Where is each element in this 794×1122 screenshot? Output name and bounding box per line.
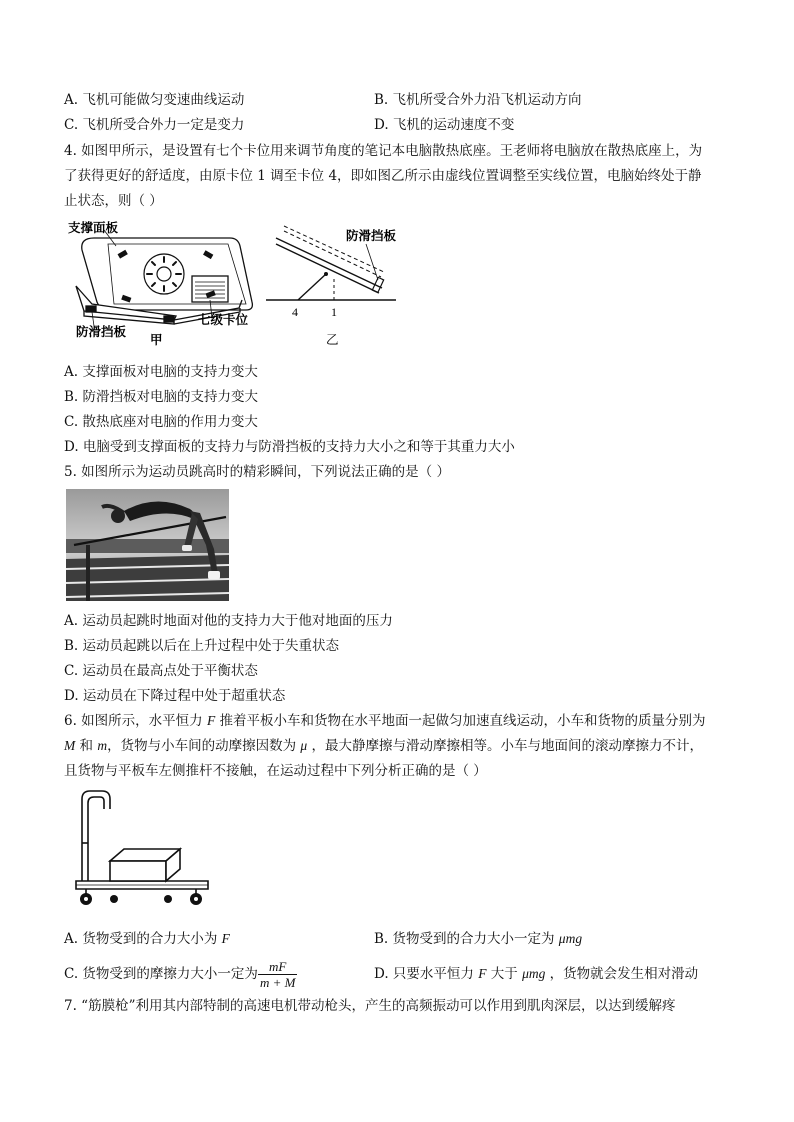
q6-stem-line1: 6. 如图所示，水平恒力 F 推着平板小车和货物在水平地面一起做匀加速直线运动，小车和货物的质量分别为: [64, 713, 706, 729]
q6-option-d: D. 只要水平恒力 F 大于 μmg ，货物就会发生相对滑动: [374, 966, 699, 982]
q3-option-c: C. 飞机所受合外力一定是变力: [64, 117, 245, 133]
q5-option-d: D. 运动员在下降过程中处于超重状态: [64, 688, 286, 704]
high-jump-photo: [66, 489, 229, 601]
figure-caption-jia: 甲: [150, 332, 163, 347]
q3-option-a: A. 飞机可能做匀变速曲线运动: [64, 92, 245, 108]
q4-option-d: D. 电脑受到支撑面板的支持力与防滑挡板的支持力大小之和等于其重力大小: [64, 439, 515, 455]
q4-option-c: C. 散热底座对电脑的作用力变大: [64, 414, 258, 430]
q5-option-b: B. 运动员起跳以后在上升过程中处于失重状态: [64, 638, 340, 654]
q4-stem-line2: 了获得更好的舒适度，由原卡位 1 调至卡位 4，即如图乙所示由虚线位置调整至实线位置，电脑始终处于静: [64, 168, 702, 184]
label-support-panel: 支撑面板: [68, 220, 119, 235]
q3-option-d: D. 飞机的运动速度不变: [374, 117, 515, 133]
q6-stem-line3: 且货物与平板车左侧推杆不接触，在运动过程中下列分析正确的是（ ）: [64, 763, 487, 779]
q6-var-f: F: [206, 713, 216, 728]
q6-option-c: C. 货物受到的摩擦力大小一定为 $\frac{mF}{m + M}$: [64, 959, 296, 990]
cart-figure: [68, 785, 216, 913]
q6-var-mu: μ: [300, 738, 308, 753]
label-anti-slip-stop-side: 防滑挡板: [346, 228, 397, 243]
q4-stem-line1: 4. 如图甲所示，是设置有七个卡位用来调节角度的笔记本电脑散热底座。王老师将电脑放在散热底座上，为: [64, 143, 703, 159]
q7-stem-line1: 7. “筋膜枪”利用其内部特制的高速电机带动枪头，产生的高频振动可以作用到肌肉深层，以达到缓解疼: [64, 998, 676, 1014]
q3-option-b: B. 飞机所受合外力沿飞机运动方向: [374, 92, 582, 108]
label-slot-1: 1: [331, 305, 337, 319]
figure-caption-yi: 乙: [326, 332, 339, 347]
cooling-stand-figure: [64, 216, 264, 351]
q6-stem-line2: M 和 m，货物与小车间的动摩擦因数为 μ ，最大静摩擦与滑动摩擦相等。小车与地面间的滚动摩擦力不计，: [64, 738, 703, 754]
q6-option-b: B. 货物受到的合力大小一定为 μmg: [374, 931, 583, 947]
q4-option-a: A. 支撑面板对电脑的支持力变大: [64, 364, 258, 380]
angle-adjustment-figure: [262, 216, 407, 351]
q4-stem-line3: 止状态，则（ ）: [64, 193, 163, 209]
label-slot-4: 4: [292, 305, 298, 319]
q4-option-b: B. 防滑挡板对电脑的支持力变大: [64, 389, 259, 405]
q6-var-m: m: [97, 738, 108, 753]
label-seven-slots: 七级卡位: [198, 312, 249, 327]
q5-option-c: C. 运动员在最高点处于平衡状态: [64, 663, 258, 679]
q5-option-a: A. 运动员起跳时地面对他的支持力大于他对地面的压力: [64, 613, 393, 629]
q6-var-big-m: M: [64, 738, 76, 753]
q5-stem: 5. 如图所示为运动员跳高时的精彩瞬间，下列说法正确的是（ ）: [64, 464, 450, 480]
q6-option-a: A. 货物受到的合力大小为 F: [64, 931, 230, 947]
q6-fraction: $\frac{mF}{m + M}$: [259, 959, 296, 990]
label-anti-slip-stop: 防滑挡板: [76, 324, 127, 339]
